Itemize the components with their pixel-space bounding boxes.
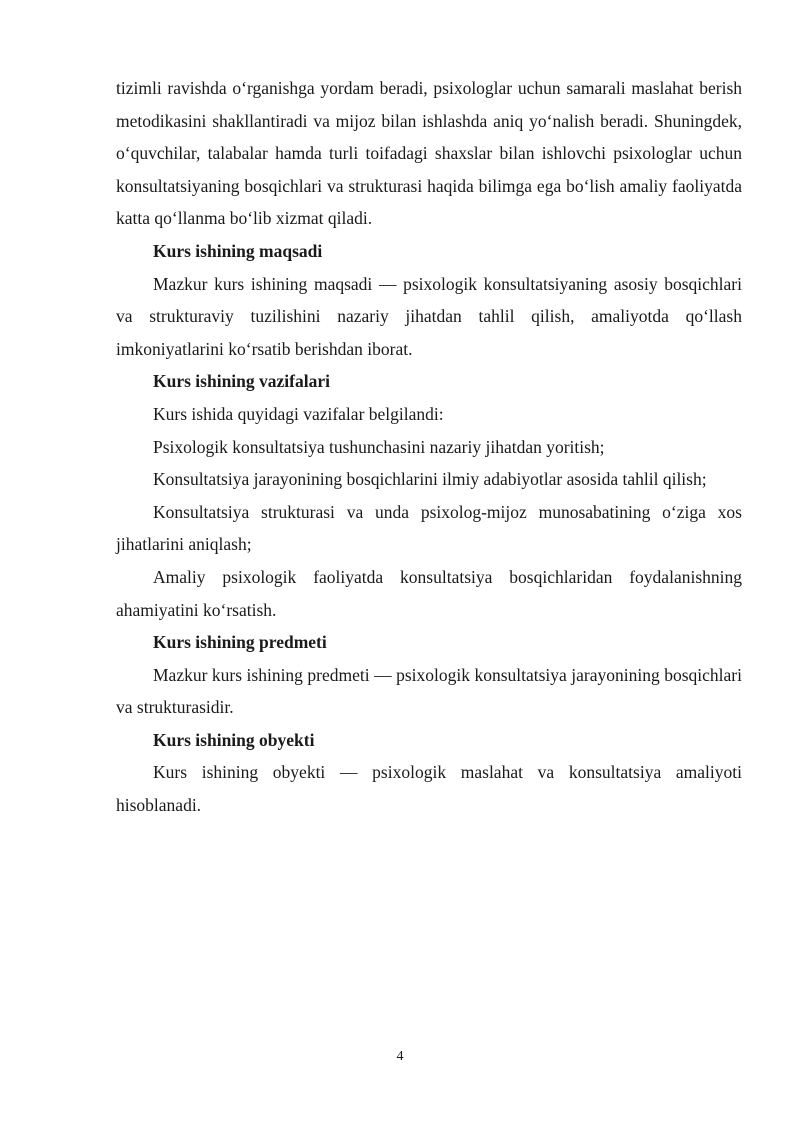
task-item: Psixologik konsultatsiya tushunchasini nazariy jihatdan yoritish; [153, 436, 605, 457]
intro-paragraph: tizimli ravishda o‘rganishga yordam beradi, psixologlar uchun samarali maslahat berish metodikasini shakllantiradi va mijoz bilan ishlashda aniq yo‘nalish beradi. Shuningdek, o‘quvchilar, talabalar hamda turli toifadagi shaxslar bilan ishlovchi psixologlar uchun konsultatsiyaning bosqichlari va strukturasi haqida bilimga ega bo‘lish amaliy faoliyatda katta qo‘llanma bo‘lib xizmat qiladi. [116, 78, 742, 229]
goal-heading: Kurs ishining maqsadi [153, 240, 323, 261]
object-paragraph: Kurs ishining obyekti — psixologik maslahat va konsultatsiya amaliyoti hisoblanadi. [116, 762, 742, 816]
task-item: Konsultatsiya strukturasi va unda psixolog-mijoz munosabatining o‘ziga xos jihatlarini aniqlash; [116, 501, 742, 555]
tasks-intro: Kurs ishida quyidagi vazifalar belgilandi: [153, 403, 444, 424]
task-item: Konsultatsiya jarayonining bosqichlarini ilmiy adabiyotlar asosida tahlil qilish; [153, 469, 707, 490]
page-content [116, 72, 742, 822]
goal-paragraph: Mazkur kurs ishining maqsadi — psixologik konsultatsiyaning asosiy bosqichlari va strukturaviy tuzilishini nazariy jihatdan tahlil qilish, amaliyotda qo‘llash imkoniyatlarini ko‘rsatib berishdan iborat. [116, 273, 742, 359]
page-number: 4 [396, 1049, 404, 1064]
object-heading: Kurs ishining obyekti [153, 729, 315, 750]
task-item: Amaliy psixologik faoliyatda konsultatsiya bosqichlaridan foydalanishning ahamiyatini ko‘rsatish. [116, 566, 742, 620]
subject-paragraph: Mazkur kurs ishining predmeti — psixologik konsultatsiya jarayonining bosqichlari va strukturasidir. [116, 664, 742, 718]
subject-heading: Kurs ishining predmeti [153, 632, 327, 653]
tasks-heading: Kurs ishining vazifalari [153, 371, 330, 392]
